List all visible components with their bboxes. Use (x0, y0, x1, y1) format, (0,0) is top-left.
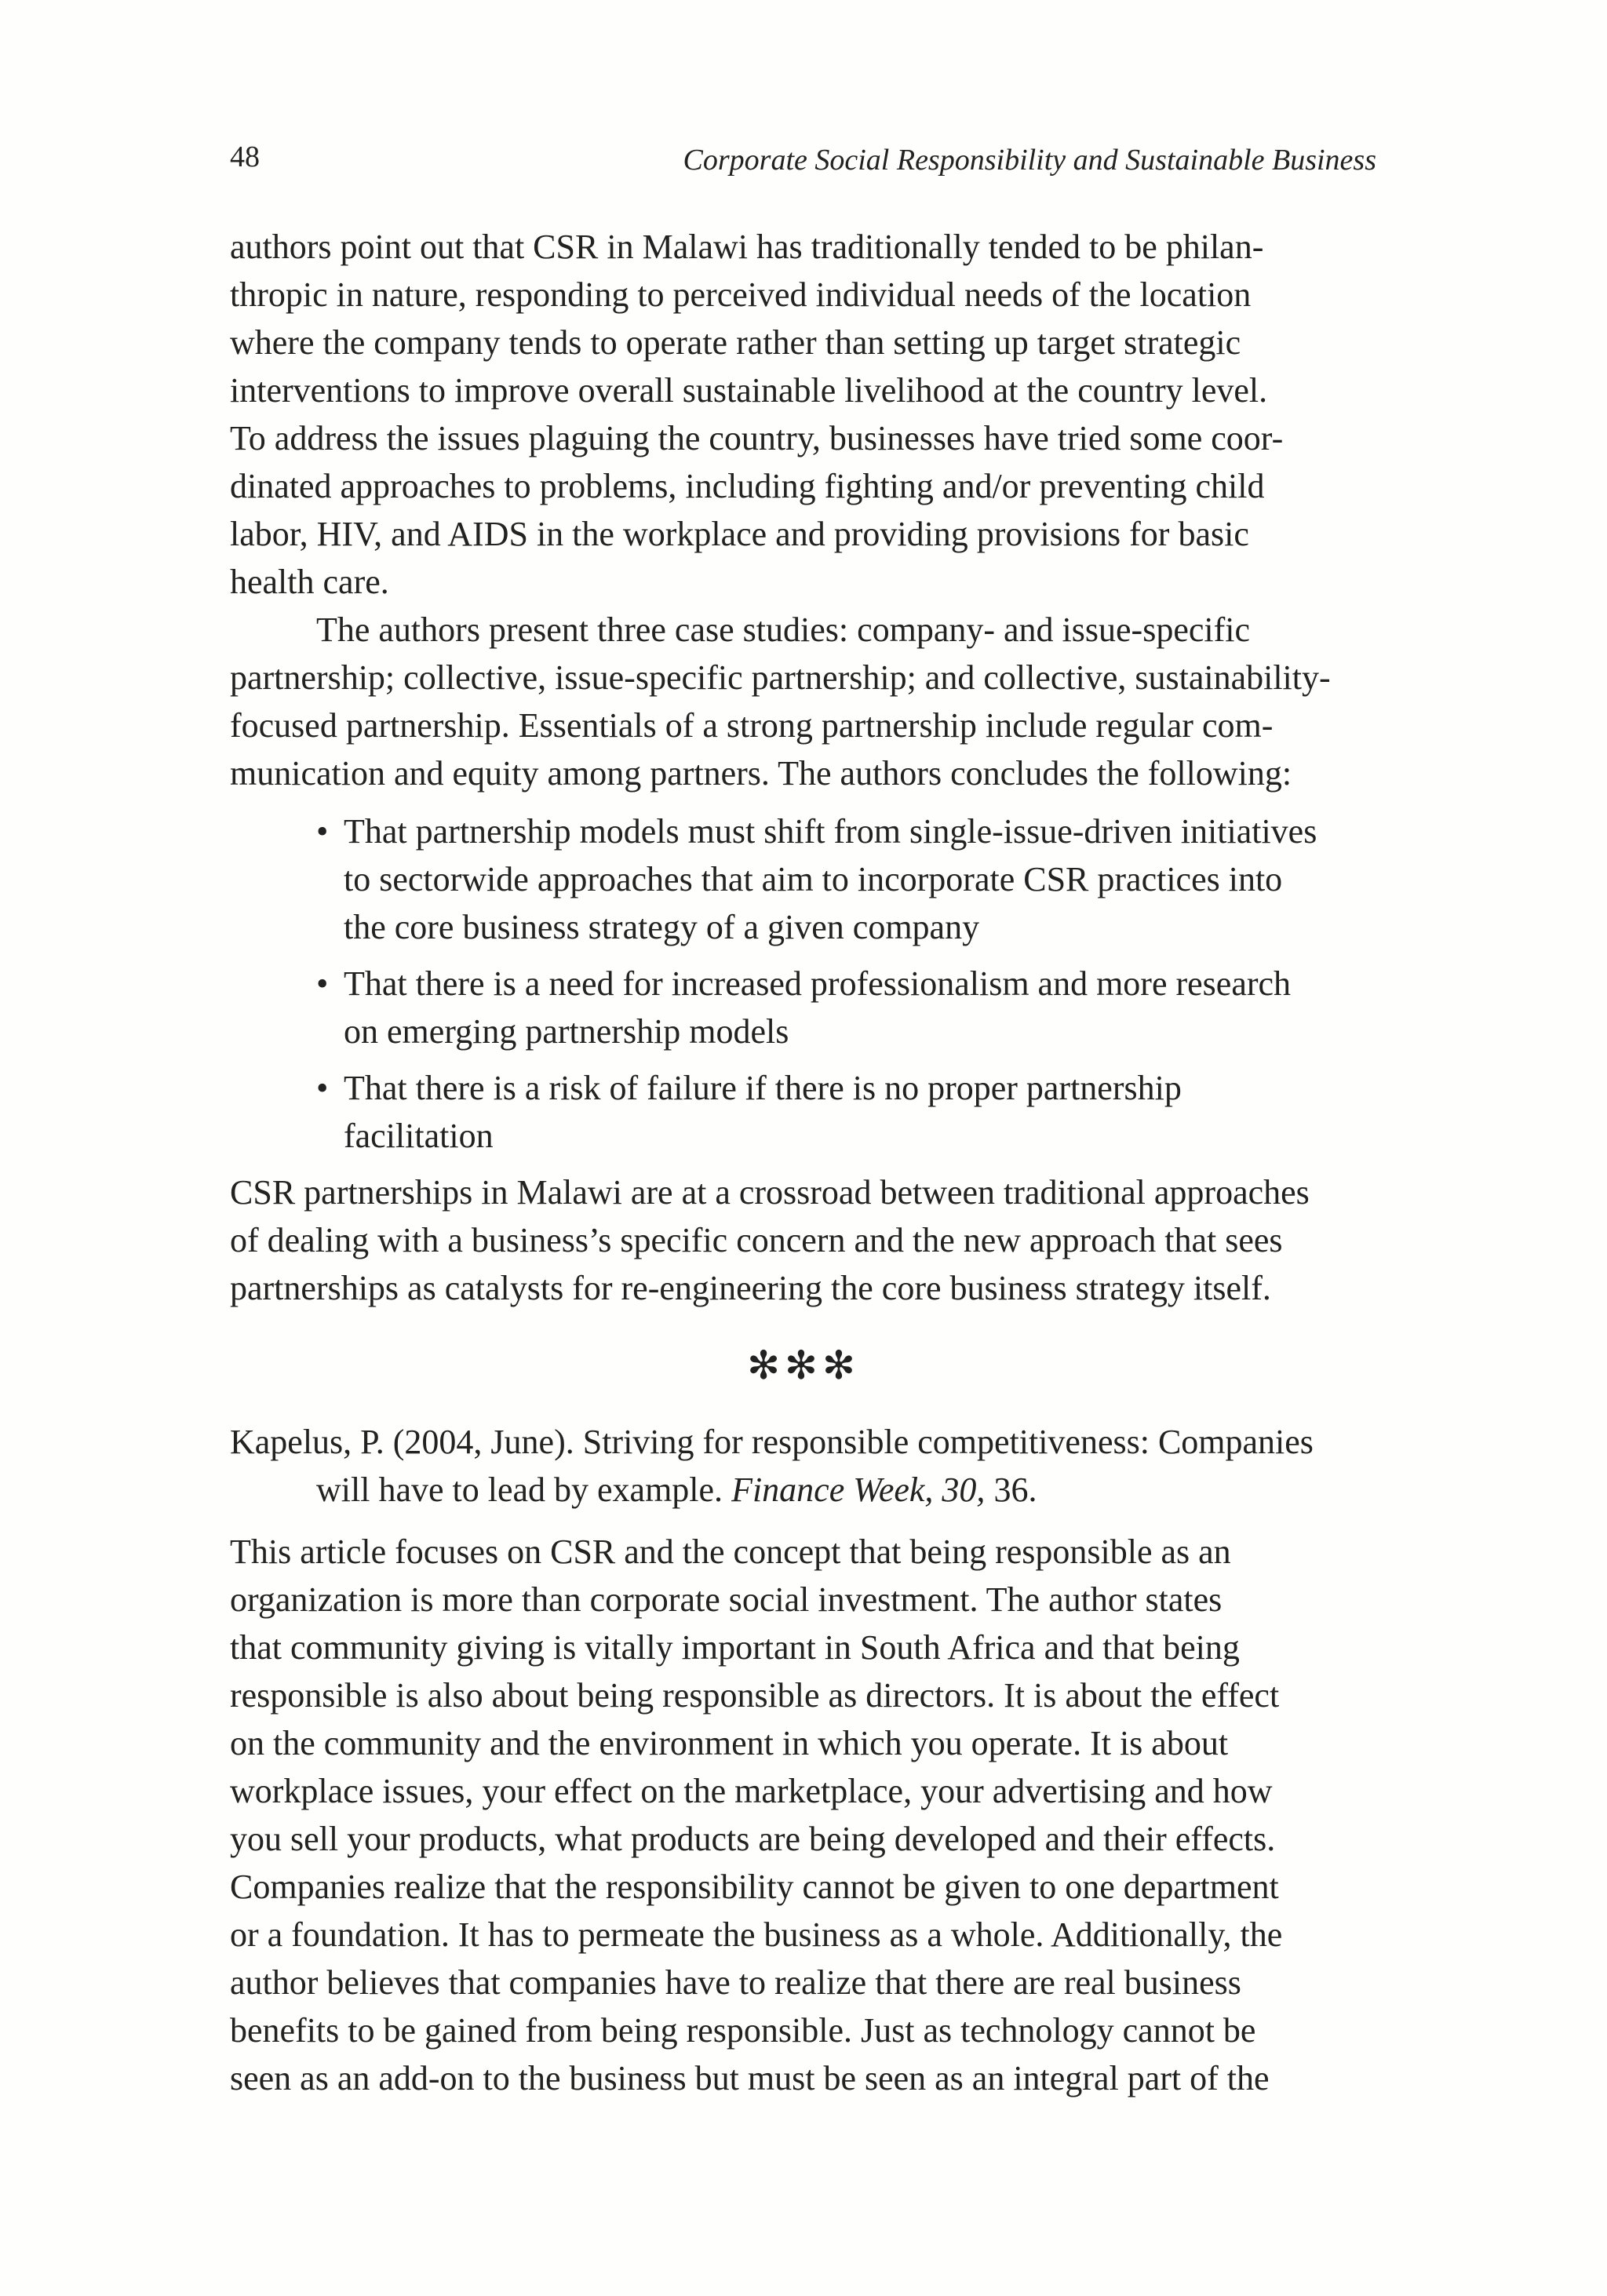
list-item-line: on emerging partnership models (344, 1012, 789, 1051)
text-line: CSR partnerships in Malawi are at a crossroad between traditional approaches (230, 1173, 1310, 1212)
list-item-line: That there is a need for increased professionalism and more research (344, 964, 1292, 1003)
text-line: This article focuses on CSR and the concept that being responsible as an (230, 1532, 1231, 1571)
text-line: Companies realize that the responsibility cannot be given to one department (230, 1868, 1279, 1906)
citation-page: 36. (985, 1471, 1037, 1509)
text-line: workplace issues, your effect on the marketplace, your advertising and how (230, 1772, 1273, 1810)
page-number: 48 (230, 140, 260, 173)
bullet-icon: • (316, 964, 329, 1003)
text-line: munication and equity among partners. The authors concludes the following: (230, 754, 1292, 793)
text-line: where the company tends to operate rather than setting up target strategic (230, 323, 1241, 362)
text-line: thropic in nature, responding to perceived individual needs of the location (230, 275, 1252, 314)
list-item-line: facilitation (344, 1117, 494, 1155)
text-line: partnerships as catalysts for re-engineering the core business strategy itself. (230, 1269, 1271, 1307)
citation-text: will have to lead by example. (316, 1471, 732, 1509)
text-line: you sell your products, what products are being developed and their effects. (230, 1820, 1276, 1858)
text-line: benefits to be gained from being responsible. Just as technology cannot be (230, 2011, 1256, 2050)
list-item-line: the core business strategy of a given company (344, 908, 980, 946)
text-line: seen as an add-on to the business but must be seen as an integral part of the (230, 2059, 1270, 2097)
text-line: of dealing with a business’s specific concern and the new approach that sees (230, 1221, 1283, 1259)
text-line: dinated approaches to problems, including fighting and/or preventing child (230, 467, 1265, 505)
text-line: that community giving is vitally important in South Africa and that being (230, 1628, 1240, 1667)
text-line: or a foundation. It has to permeate the business as a whole. Additionally, the (230, 1915, 1283, 1954)
section-separator: ✻✻✻ (747, 1343, 860, 1387)
list-item-line: That there is a risk of failure if there is no proper partnership (344, 1069, 1182, 1107)
list-item-line: That partnership models must shift from single-issue-driven initiatives (344, 812, 1317, 851)
text-line: author believes that companies have to realize that there are real business (230, 1963, 1241, 2002)
text-line: on the community and the environment in which you operate. It is about (230, 1724, 1229, 1762)
text-line: organization is more than corporate social investment. The author states (230, 1580, 1223, 1619)
citation-line (316, 1467, 1037, 1514)
bullet-icon: • (316, 1069, 329, 1107)
text-line: To address the issues plaguing the country, businesses have tried some coor- (230, 419, 1284, 457)
citation-line: Kapelus, P. (2004, June). Striving for responsible competitiveness: Companies (230, 1423, 1314, 1461)
text-line: The authors present three case studies: company- and issue-specific (316, 610, 1251, 649)
journal-title: Finance Week, 30, (731, 1471, 986, 1509)
bullet-icon: • (316, 812, 329, 851)
text-line: health care. (230, 563, 389, 601)
text-line: authors point out that CSR in Malawi has traditionally tended to be philan- (230, 228, 1264, 266)
text-line: responsible is also about being responsible as directors. It is about the effect (230, 1676, 1280, 1715)
running-head-title: Corporate Social Responsibility and Sustainable Business (683, 144, 1376, 177)
text-line: labor, HIV, and AIDS in the workplace and providing provisions for basic (230, 515, 1249, 553)
text-line: partnership; collective, issue-specific partnership; and collective, sustainability- (230, 658, 1331, 697)
list-item-line: to sectorwide approaches that aim to incorporate CSR practices into (344, 860, 1283, 898)
text-line: interventions to improve overall sustainable livelihood at the country level. (230, 371, 1268, 410)
text-line: focused partnership. Essentials of a strong partnership include regular com- (230, 706, 1274, 745)
